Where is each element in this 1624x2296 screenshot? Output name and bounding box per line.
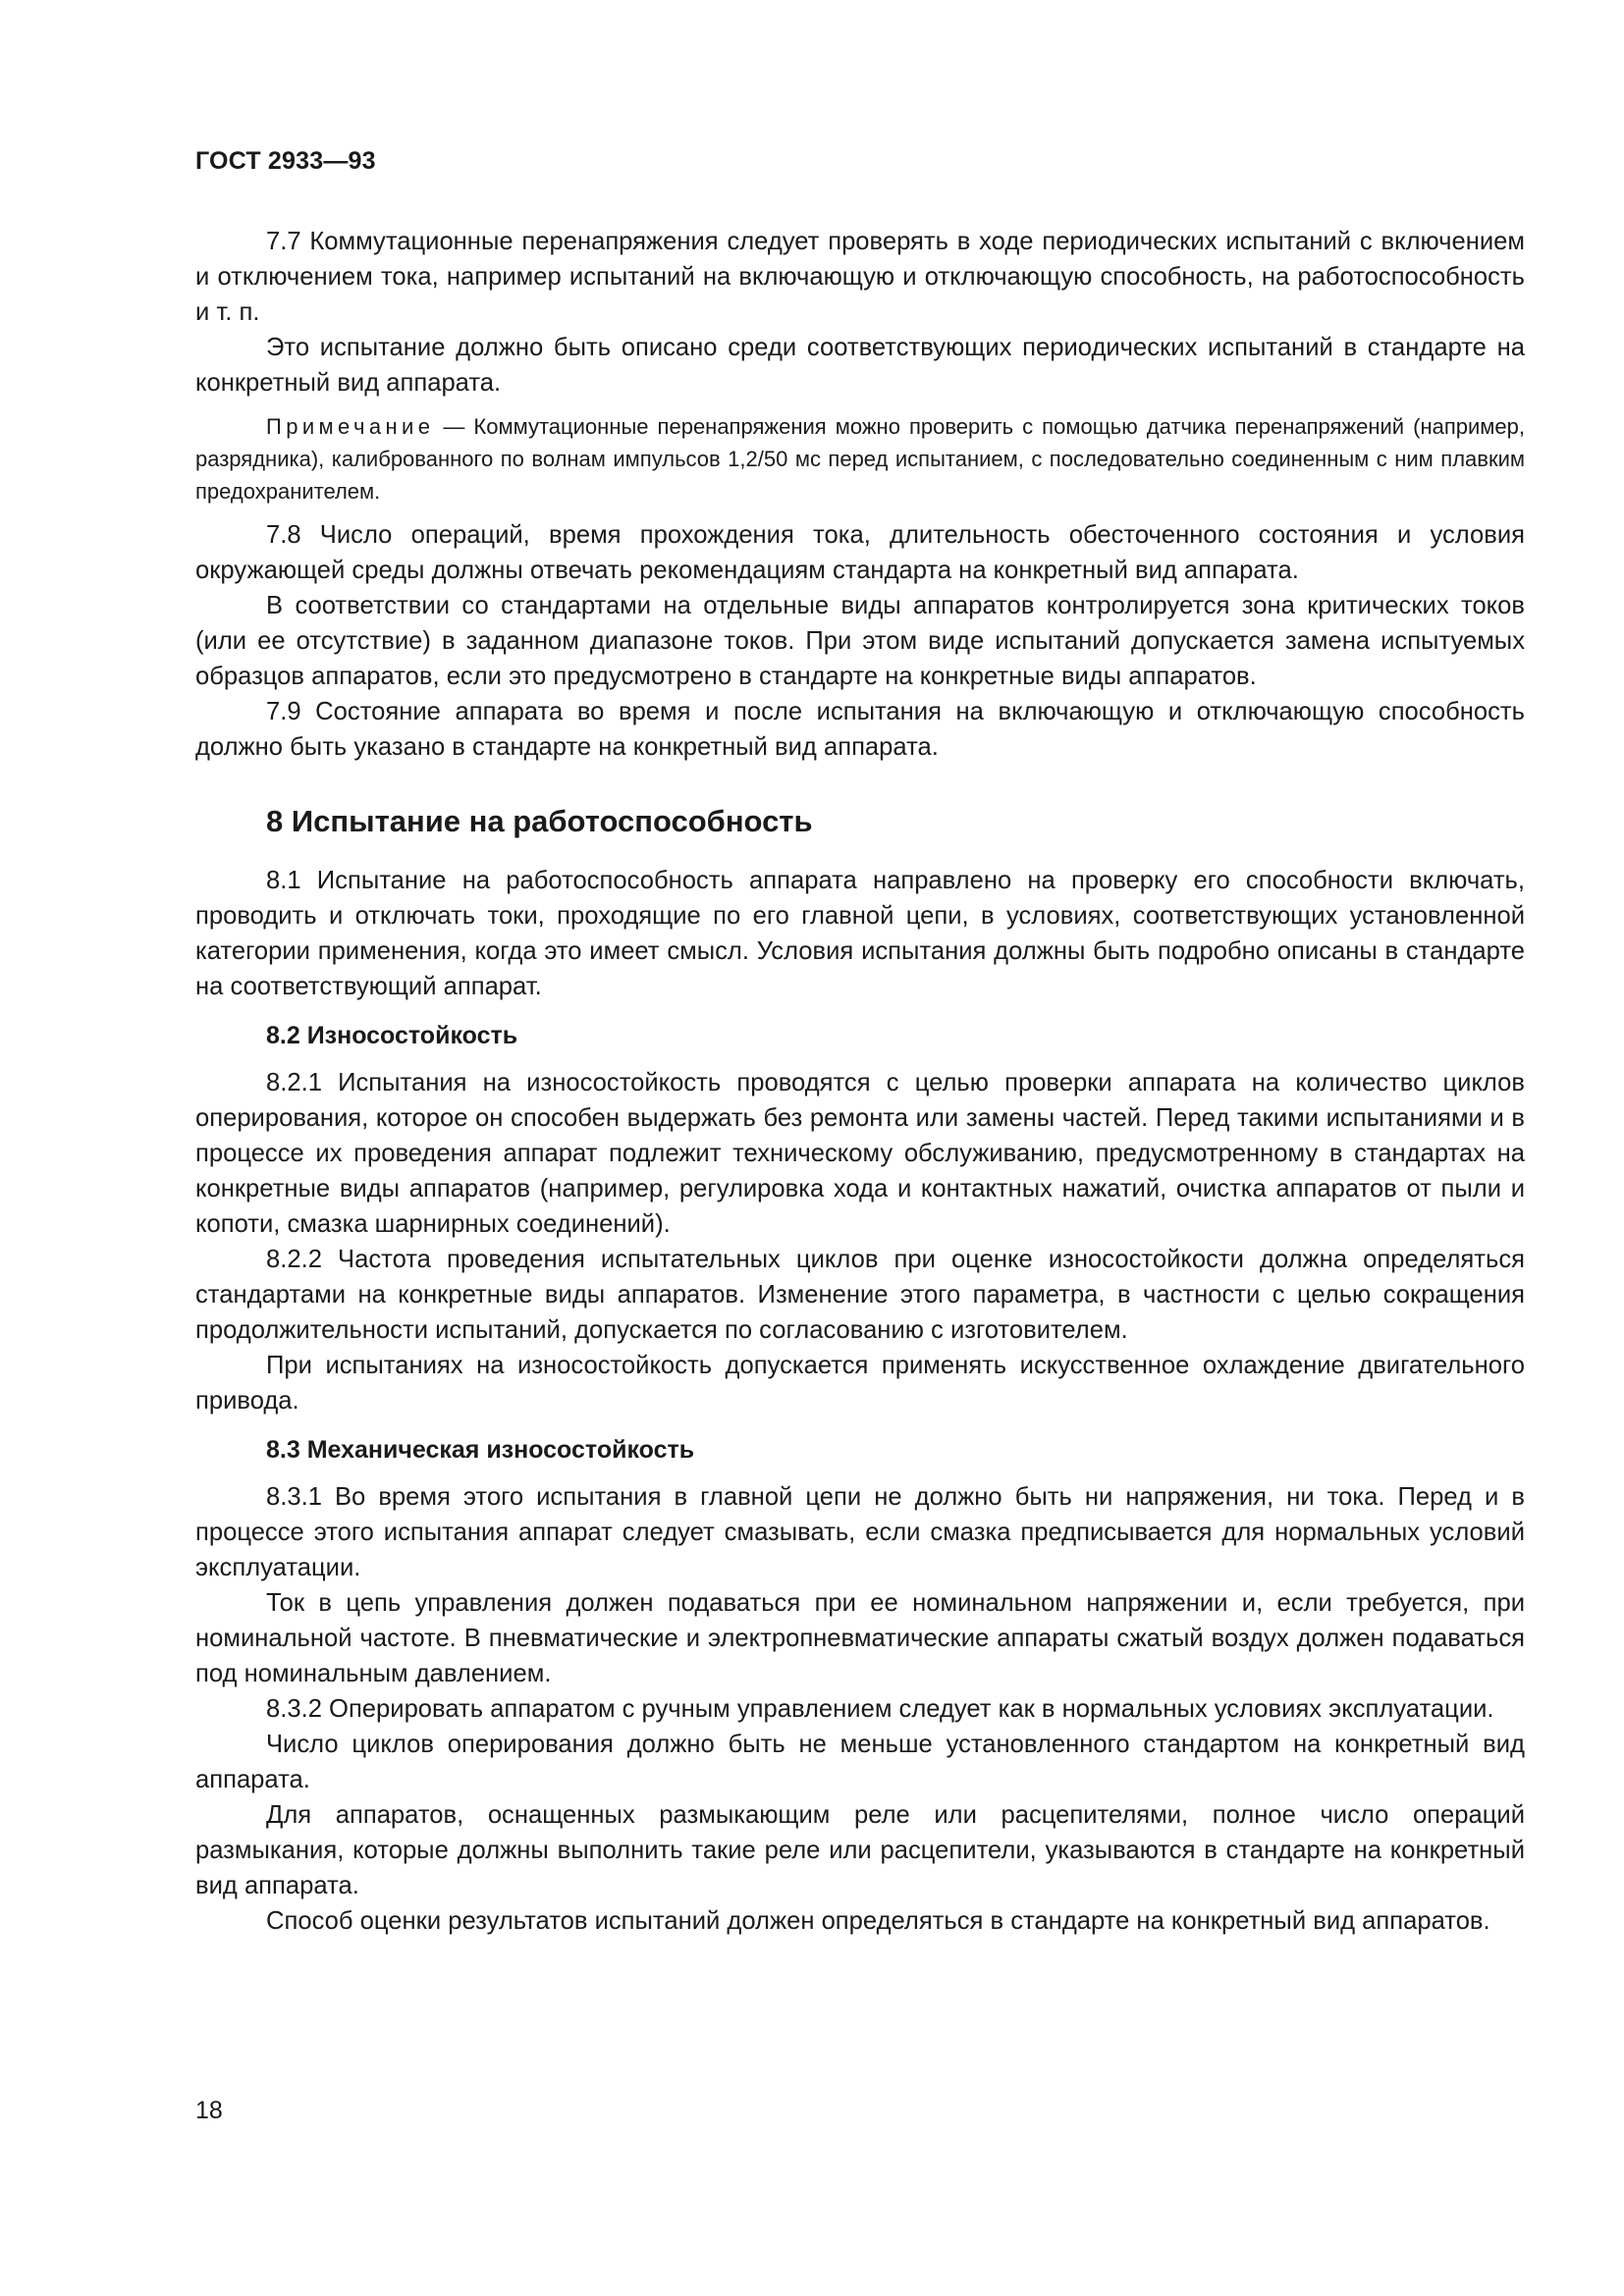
page-number: 18 bbox=[195, 2097, 223, 2124]
paragraph-8-3-2-relays: Для аппаратов, оснащенных размыкающим реле или расцепителями, полное число операций размыкания, которые должны выполнить такие реле или расцепители, указываются в стандарте на конкретный вид аппарата. bbox=[195, 1801, 1525, 1899]
paragraph-8-3-2: 8.3.2 Оперировать аппаратом с ручным управлением следует как в нормальных условиях эксплуатации. bbox=[266, 1695, 1494, 1723]
paragraph-8-2-2-continued: При испытаниях на износостойкость допускается применять искусственное охлаждение двигательного привода. bbox=[195, 1352, 1525, 1415]
paragraph-8-3-2-evaluation: Способ оценки результатов испытаний должен определяться в стандарте на конкретный вид аппаратов. bbox=[266, 1907, 1490, 1935]
document-header: ГОСТ 2933—93 bbox=[195, 147, 376, 175]
section-heading-8: 8 Испытание на работоспособность bbox=[266, 804, 813, 838]
subsection-heading-8-2: 8.2 Износостойкость bbox=[266, 1022, 518, 1049]
paragraph-8-3-2-cycles: Число циклов оперирования должно быть не меньше установленного стандартом на конкретный вид аппарата. bbox=[195, 1731, 1525, 1793]
note-text: — Коммутационные перенапряжения можно проверить с помощью датчика перенапряжений (например, разрядника), калиброванного по волнам импульсов 1,2/50 мс перед испытанием, с последовательно соединенным с ним плавким предохранителем. bbox=[195, 414, 1525, 504]
paragraph-7-9: 7.9 Состояние аппарата во время и после испытания на включающую и отключающую способность должно быть указано в стандарте на конкретный вид аппарата. bbox=[195, 698, 1525, 761]
paragraph-8-3-1-continued: Ток в цепь управления должен подаваться при ее номинальном напряжении и, если требуется, при номинальной частоте. В пневматические и электропневматические аппараты сжатый воздух должен подаваться под номинальным давлением. bbox=[195, 1589, 1525, 1687]
document-body bbox=[195, 224, 1525, 1939]
paragraph-7-8: 7.8 Число операций, время прохождения тока, длительность обесточенного состояния и условия окружающей среды должны отвечать рекомендациям стандарта на конкретный вид аппарата. bbox=[195, 521, 1525, 584]
paragraph-8-1: 8.1 Испытание на работоспособность аппарата направлено на проверку его способности включать, проводить и отключать токи, проходящие по его главной цепи, в условиях, соответствующих установленной категории применения, когда это имеет смысл. Условия испытания должны быть подробно описаны в стандарте на соответствующий аппарат. bbox=[195, 867, 1525, 1000]
subsection-heading-8-3: 8.3 Механическая износостойкость bbox=[266, 1436, 695, 1464]
paragraph-8-2-2: 8.2.2 Частота проведения испытательных циклов при оценке износостойкости должна определяться стандартами на конкретные виды аппаратов. Изменение этого параметра, в частности с целью сокращения продолжительности испытаний, допускается по согласованию с изготовителем. bbox=[195, 1246, 1525, 1344]
paragraph-7-8-continued: В соответствии со стандартами на отдельные виды аппаратов контролируется зона критических токов (или ее отсутствие) в заданном диапазоне токов. При этом виде испытаний допускается замена испытуемых образцов аппаратов, если это предусмотрено в стандарте на конкретные виды аппаратов. bbox=[195, 592, 1525, 690]
note bbox=[195, 410, 1525, 507]
paragraph-7-7: 7.7 Коммутационные перенапряжения следует проверять в ходе периодических испытаний с включением и отключением тока, например испытаний на включающую и отключающую способность, на работоспособность и т. п. bbox=[195, 228, 1525, 326]
paragraph-8-2-1: 8.2.1 Испытания на износостойкость проводятся с целью проверки аппарата на количество циклов оперирования, которое он способен выдержать без ремонта или замены частей. Перед такими испытаниями и в процессе их проведения аппарат подлежит техническому обслуживанию, предусмотренному в стандартах на конкретные виды аппаратов (например, регулировка хода и контактных нажатий, очистка аппаратов от пыли и копоти, смазка шарнирных соединений). bbox=[195, 1069, 1525, 1238]
paragraph-8-3-1: 8.3.1 Во время этого испытания в главной цепи не должно быть ни напряжения, ни тока. Перед и в процессе этого испытания аппарат следует смазывать, если смазка предписывается для нормальных условий эксплуатации. bbox=[195, 1483, 1525, 1581]
note-label: Примечание bbox=[266, 414, 435, 439]
paragraph-7-7-continued: Это испытание должно быть описано среди соответствующих периодических испытаний в стандарте на конкретный вид аппарата. bbox=[195, 334, 1525, 397]
